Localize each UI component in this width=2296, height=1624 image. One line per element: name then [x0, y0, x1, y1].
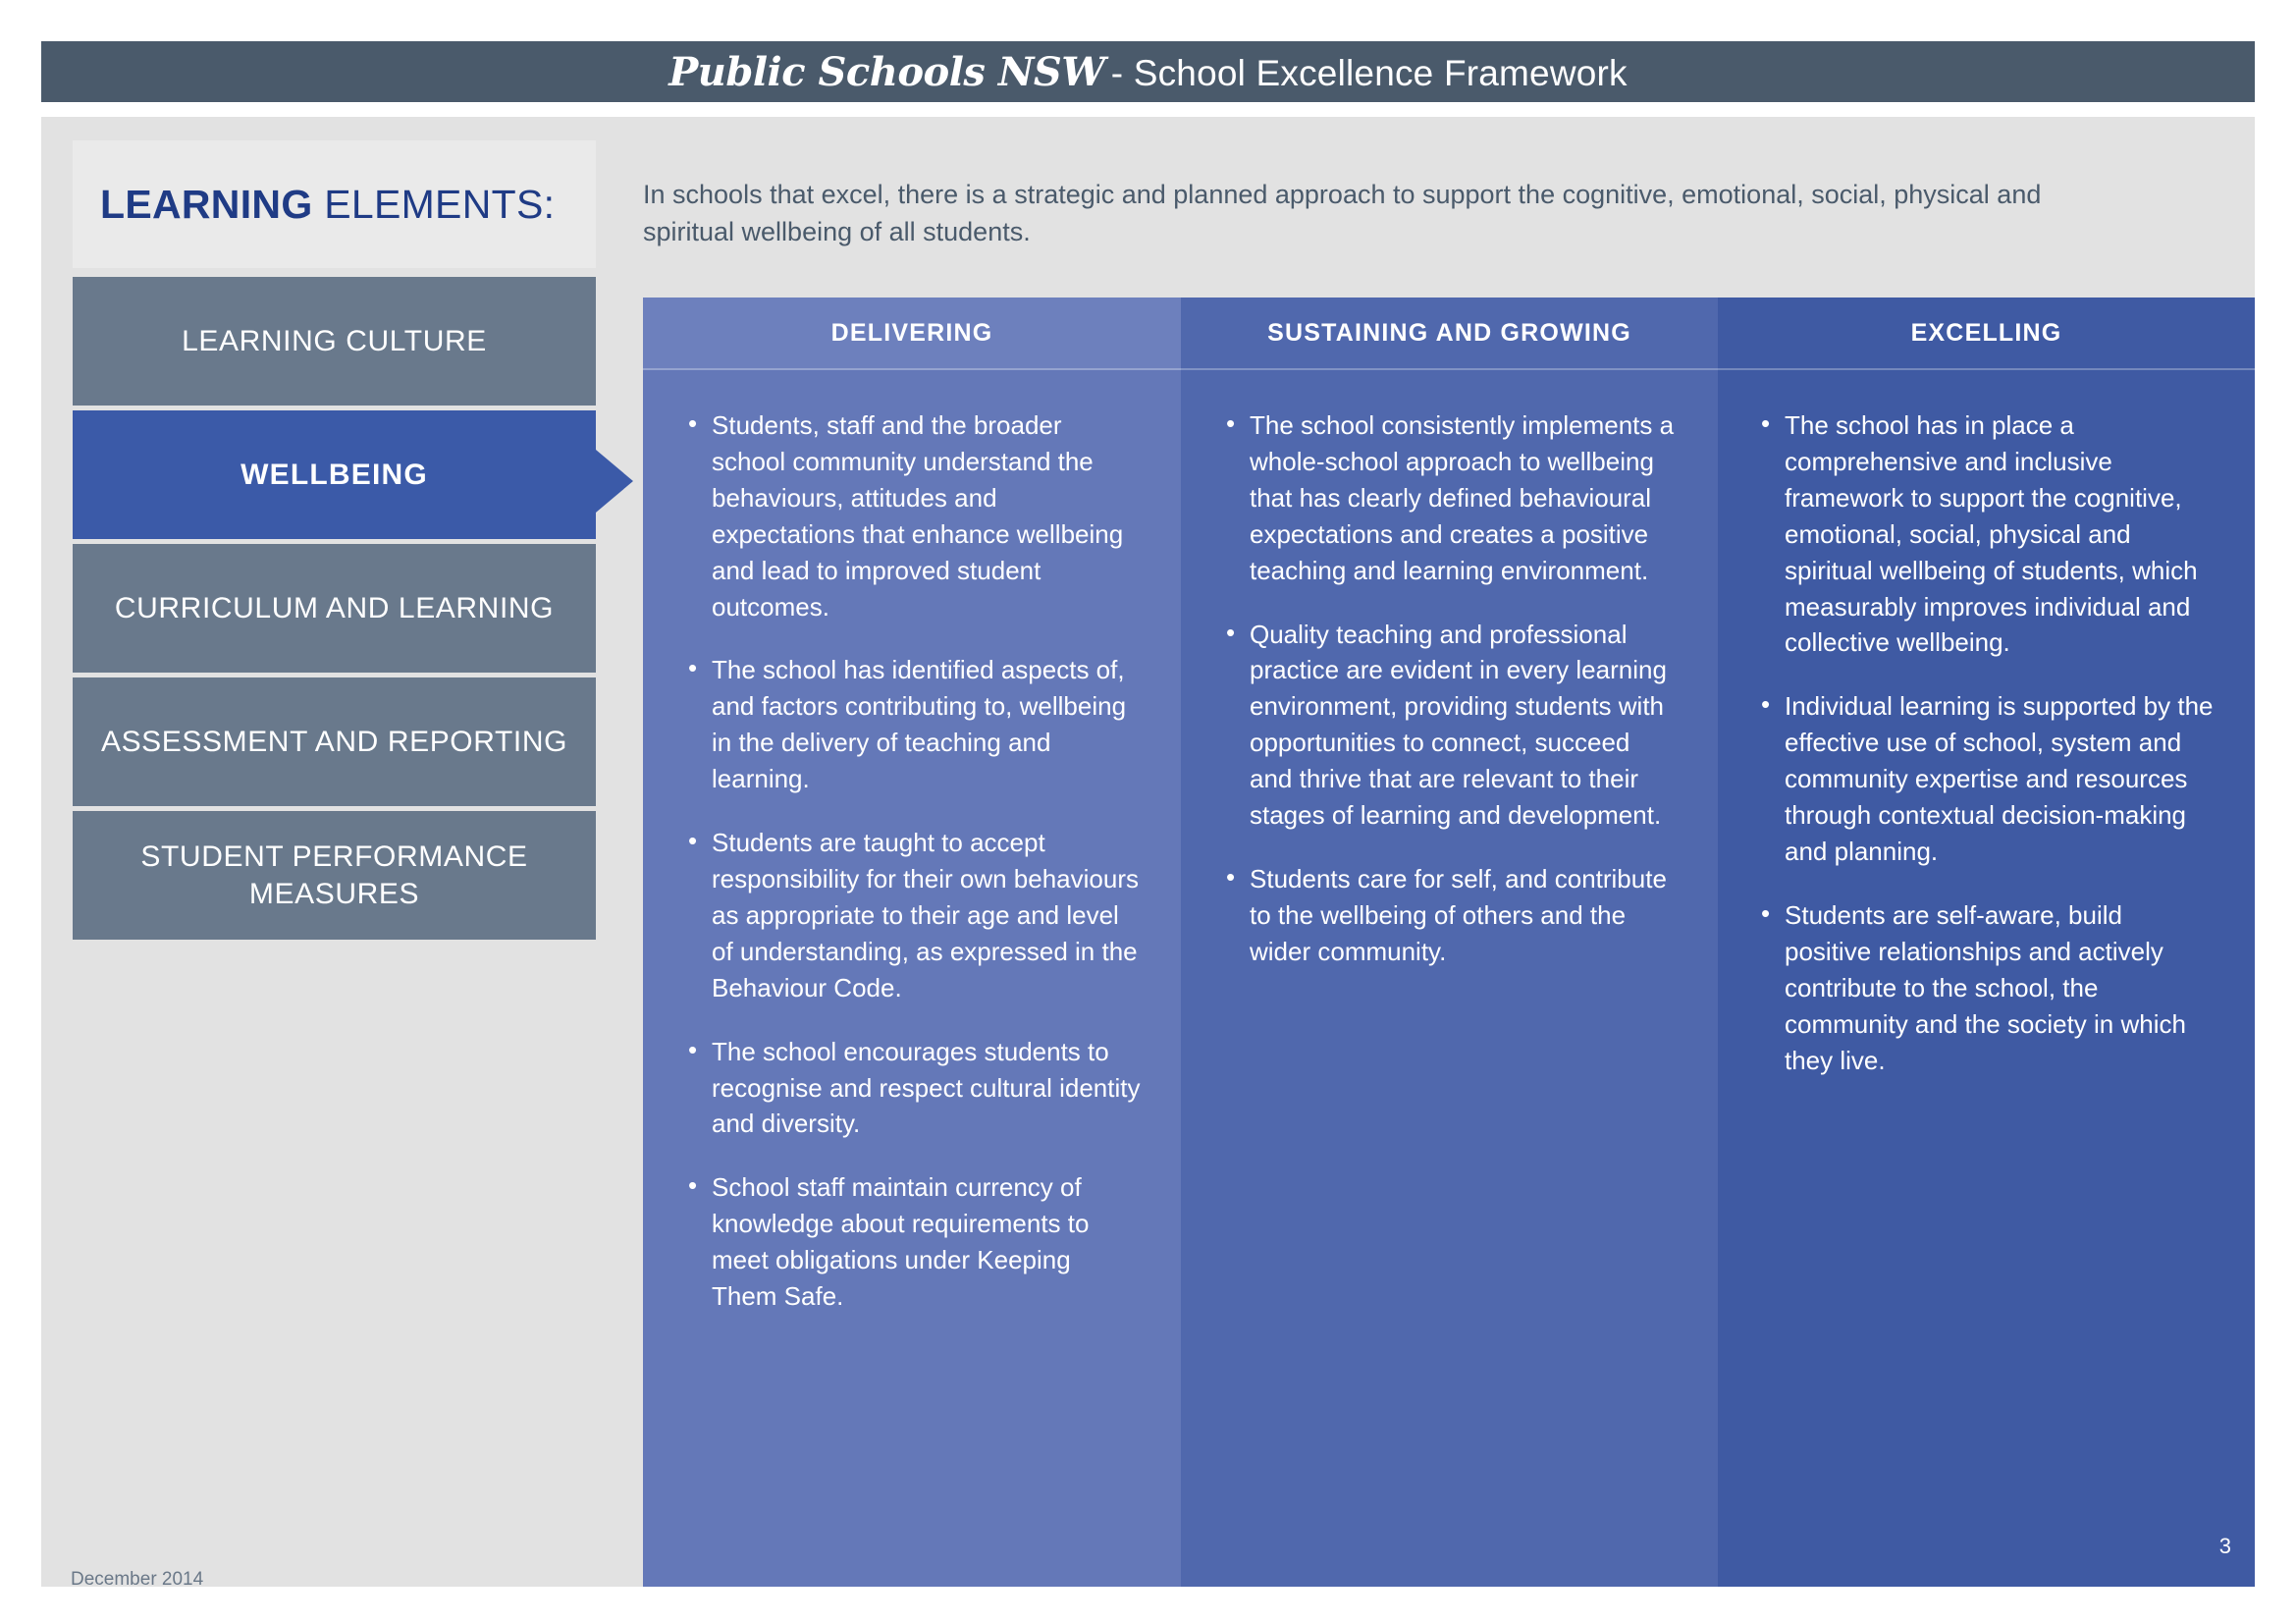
list-item: • Individual learning is supported by the effective use of school, system and community expertise and resources through contextual decision-making and planning. [1759, 688, 2216, 870]
list-item: • The school has identified aspects of, and factors contributing to, wellbeing in the delivery of teaching and learning. [686, 652, 1142, 797]
list-item: • Students care for self, and contribute to the wellbeing of others and the wider community. [1224, 861, 1679, 970]
page-number: 3 [2218, 1534, 2231, 1558]
list-item: • Students are taught to accept responsibility for their own behaviours as appropriate to their age and level of understanding, as expressed in the Behaviour Code. [686, 825, 1142, 1006]
column-heading: SUSTAINING AND GROWING [1181, 298, 1718, 370]
sidebar-title-bold: LEARNING [100, 181, 313, 227]
header-bar [41, 41, 2255, 102]
sidebar-item-label: ASSESSMENT AND REPORTING [100, 725, 568, 758]
active-pointer-icon [596, 450, 633, 513]
list-item: • The school has in place a comprehensive and inclusive framework to support the cognitive, emotional, social, physical and spiritual wellbeing of students, which measurably improves individual and collective wellbeing. [1759, 407, 2216, 661]
column-heading: DELIVERING [643, 298, 1181, 370]
column-body [1718, 370, 2255, 1078]
sidebar-item-student-performance-measures[interactable] [73, 811, 596, 940]
sidebar-item-assessment-and-reporting[interactable] [73, 677, 596, 806]
sidebar-item-wellbeing[interactable] [73, 410, 596, 539]
sidebar-title-light: ELEMENTS: [312, 181, 556, 227]
list-item: • Students, staff and the broader school community understand the behaviours, attitudes and expectations that enhance wellbeing and lead to improved student outcomes. [686, 407, 1142, 624]
column-excelling [1718, 298, 2255, 1587]
sidebar-item-label: LEARNING CULTURE [182, 324, 487, 357]
bullet-list [1759, 407, 2216, 1078]
list-item: • Quality teaching and professional practice are evident in every learning environment, providing students with opportunities to connect, succeed and thrive that are relevant to their stages of learning and development. [1224, 617, 1679, 834]
sidebar-item-label: WELLBEING [240, 458, 428, 491]
list-item: • Students are self-aware, build positive relationships and actively contribute to the school, the community and the society in which they live. [1759, 897, 2216, 1079]
bullet-list [1224, 407, 1679, 970]
main-panel [643, 117, 2255, 1587]
column-body [1181, 370, 1718, 970]
bullet-list [686, 407, 1142, 1315]
framework-columns [643, 298, 2255, 1587]
intro-paragraph: In schools that excel, there is a strategic and planned approach to support the cognitive, emotional, social, physical and spiritual wellbeing of all students. [643, 180, 2042, 247]
column-sustaining-and-growing [1181, 298, 1718, 1587]
sidebar-item-label: STUDENT PERFORMANCE MEASURES [140, 840, 528, 910]
header-title [668, 49, 1628, 95]
list-item: • The school encourages students to recognise and respect cultural identity and diversity. [686, 1034, 1142, 1143]
learning-elements-sidebar [73, 140, 596, 940]
sidebar-item-list [73, 277, 596, 940]
sidebar-item-curriculum-and-learning[interactable] [73, 544, 596, 673]
sidebar-title-box [73, 140, 596, 268]
header-subtitle: - School Excellence Framework [1110, 52, 1628, 93]
sidebar-item-label: CURRICULUM AND LEARNING [114, 591, 555, 624]
column-heading: EXCELLING [1718, 298, 2255, 370]
list-item: • School staff maintain currency of knowledge about requirements to meet obligations under Keeping Them Safe. [686, 1169, 1142, 1315]
sidebar-title [100, 182, 555, 228]
document-date: December 2014 [71, 1569, 204, 1590]
brand-wordmark: Public Schools NSW [668, 48, 1105, 95]
list-item: • The school consistently implements a whole-school approach to wellbeing that has clearly defined behavioural expectations and creates a positive teaching and learning environment. [1224, 407, 1679, 589]
sidebar-item-learning-culture[interactable] [73, 277, 596, 406]
column-delivering [643, 298, 1181, 1587]
column-body [643, 370, 1181, 1315]
